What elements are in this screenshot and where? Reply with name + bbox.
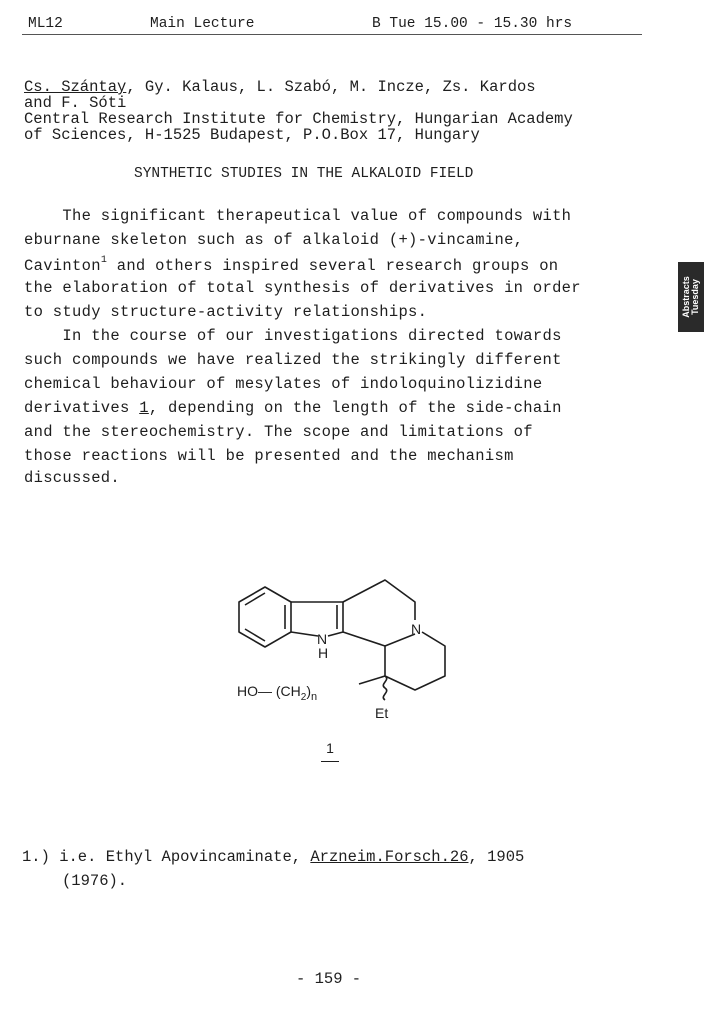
hydroxyalkyl-sub: 2 [300, 692, 307, 703]
session-time: B Tue 15.00 - 15.30 hrs [372, 16, 573, 32]
pyrrole-n-bond [291, 632, 318, 636]
presenting-author: Cs. Szántay [24, 78, 127, 96]
p2-line1: In the course of our investigations directed towards [24, 327, 562, 345]
side-tab-label [682, 276, 700, 318]
header-rule [22, 34, 642, 35]
p2-line2: such compounds we have realized the strikingly different [24, 351, 562, 369]
p1-line1: The significant therapeutical value of compounds with [24, 207, 572, 225]
affiliation-line1: Central Research Institute for Chemistry, Hungarian Academy [24, 110, 573, 128]
p2-line5: and the stereochemistry. The scope and limitations of [24, 423, 533, 441]
indole-n-label: N [317, 631, 328, 647]
authors-line2: and F. Sóti [24, 94, 127, 112]
benzene-double-2 [245, 629, 265, 641]
p1-line5: to study structure-activity relationships. [24, 303, 428, 321]
side-chain-bond [359, 676, 385, 684]
side-tab-line1: Abstracts [681, 276, 691, 318]
footnote-text-a: i.e. Ethyl Apovincaminate, [49, 848, 311, 866]
hydroxyalkyl-n: n [311, 691, 318, 703]
quinolizidine-n-label: N [411, 621, 422, 637]
p1-line4: the elaboration of total synthesis of derivatives in order [24, 279, 581, 297]
lecture-type: Main Lecture [150, 16, 255, 32]
p2-line4-rest: , depending on the length of the side-chain [148, 399, 562, 417]
affiliation-line2: of Sciences, H-1525 Budapest, P.O.Box 17, Hungary [24, 126, 480, 144]
footnote-line1 [22, 848, 524, 866]
derivatives-word: derivatives [24, 399, 140, 417]
p2-line7: discussed. [24, 469, 121, 487]
indoloquinolizidine-structure [225, 572, 465, 722]
abstracts-side-tab [678, 262, 704, 332]
benzene-ring [239, 587, 291, 647]
p1-line3 [24, 255, 558, 275]
cavinton-word: Cavinton [24, 257, 101, 275]
footnote-ref-1: 1 [100, 255, 108, 266]
p1-line2: eburnane skeleton such as of alkaloid (+)-vincamine, [24, 231, 524, 249]
hydroxyalkyl-left: HO— (CH [237, 683, 301, 699]
side-tab-line2: Tuesday [690, 279, 700, 315]
page-number: - 159 - [296, 970, 362, 988]
session-code: ML12 [28, 16, 63, 32]
benzene-double-1 [245, 593, 265, 605]
p2-line3: chemical behaviour of mesylates of indoloquinolizidine [24, 375, 543, 393]
p1-line3-rest: and others inspired several research groups on [107, 257, 559, 275]
p2-line6: those reactions will be presented and the mechanism [24, 447, 514, 465]
footnote-text-b: , 1905 [468, 848, 525, 866]
c-ring [343, 580, 415, 620]
p2-line4 [24, 399, 562, 417]
hydroxyalkyl-right: ) [306, 683, 312, 699]
paper-title: SYNTHETIC STUDIES IN THE ALKALOID FIELD [134, 166, 474, 182]
c-ring-close [343, 632, 385, 646]
d-ring [385, 632, 445, 690]
journal-name: Arzneim.Forsch. [310, 848, 450, 866]
journal-volume: 26 [449, 848, 469, 866]
footnote-marker: 1.) [22, 848, 50, 866]
compound-number-underline [321, 761, 339, 762]
hydroxyalkyl-label [237, 683, 317, 703]
wavy-bond [383, 676, 386, 700]
co-authors: , Gy. Kalaus, L. Szabó, M. Incze, Zs. Kardos [126, 78, 536, 96]
indole-h-label: H [318, 645, 329, 661]
ethyl-label: Et [375, 705, 389, 721]
compound-number: 1 [326, 740, 334, 756]
compound-ref: 1 [139, 399, 149, 417]
footnote-line2: (1976). [62, 872, 128, 890]
